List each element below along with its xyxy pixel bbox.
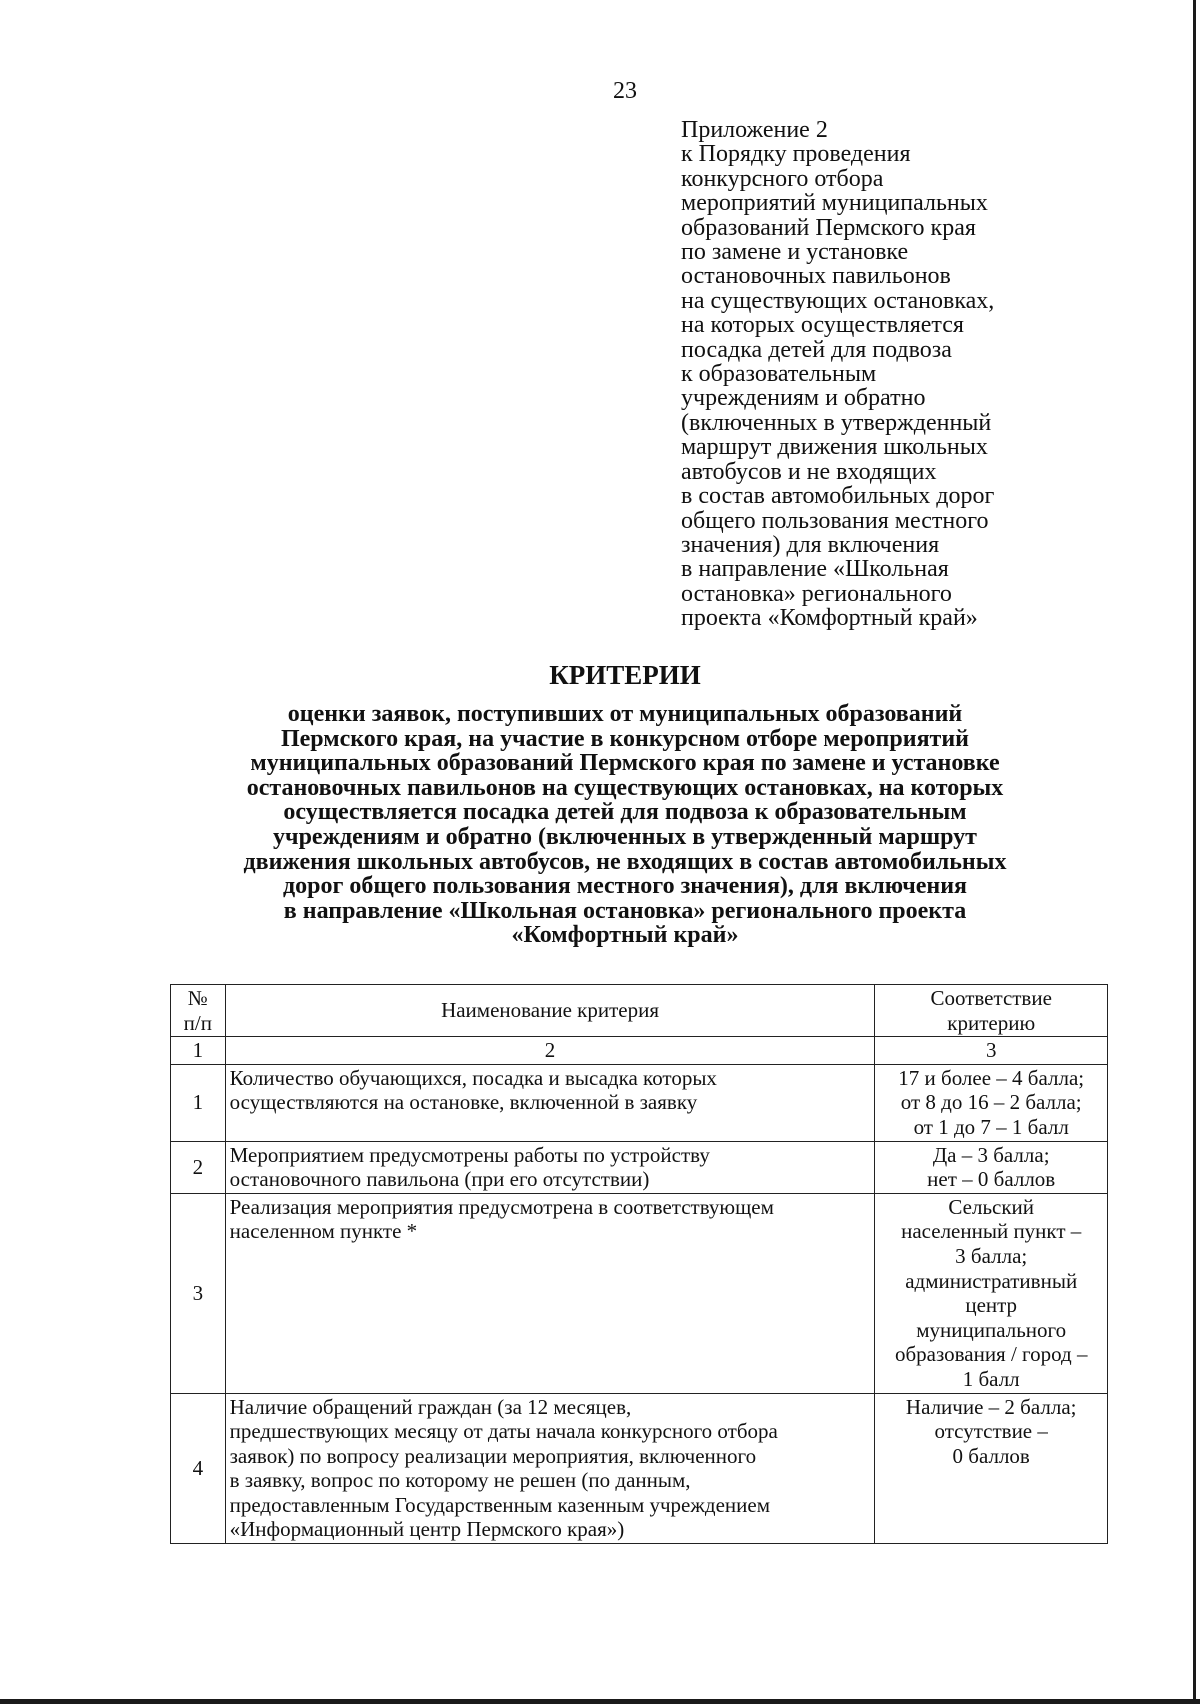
row-num: 3 — [171, 1193, 226, 1393]
appendix-line: к образовательным — [681, 361, 877, 388]
page-number: 23 — [613, 78, 637, 104]
row-num: 4 — [171, 1393, 226, 1544]
criterion-line: Количество обучающихся, посадка и высадка которых — [229, 1065, 717, 1090]
header-name: Наименование критерия — [225, 985, 875, 1037]
table-row — [171, 1064, 1108, 1141]
criterion-line: Мероприятием предусмотрены работы по устройству — [229, 1142, 710, 1167]
score-line: образования / город – — [894, 1342, 1088, 1367]
score-line: населенный пункт – — [901, 1219, 1082, 1244]
appendix-line: общего пользования местного — [681, 507, 989, 534]
appendix-line: Приложение 2 — [681, 117, 828, 143]
column-number: 3 — [875, 1037, 1108, 1065]
row-criterion — [225, 1193, 875, 1393]
score-line: 1 балл — [962, 1366, 1020, 1391]
score-line: 0 баллов — [952, 1443, 1030, 1468]
criterion-line: заявок) по вопросу реализации мероприятия, включенного — [229, 1443, 757, 1468]
criterion-line: Реализация мероприятия предусмотрена в соответствующем — [229, 1194, 774, 1219]
score-line: центр — [965, 1293, 1018, 1318]
appendix-line: значения) для включения — [681, 531, 940, 558]
criteria-table — [170, 984, 1108, 1544]
appendix-line: на которых осуществляется — [681, 312, 964, 339]
appendix-line: проекта «Комфортный край» — [681, 605, 978, 632]
header-num-line: п/п — [183, 1010, 212, 1035]
table-row — [171, 1141, 1108, 1193]
appendix-line: конкурсного отбора — [681, 165, 884, 192]
appendix-line: маршрут движения школьных — [681, 434, 988, 461]
score-line: 3 балла; — [955, 1243, 1028, 1268]
row-criterion — [225, 1141, 875, 1193]
subtitle-line: «Комфортный край» — [511, 922, 739, 949]
document-title: КРИТЕРИИ — [549, 660, 701, 690]
criterion-line: осуществляются на остановке, включенной в заявку — [229, 1090, 698, 1115]
score-line: 17 и более – 4 балла; — [898, 1065, 1085, 1090]
appendix-line: автобусов и не входящих — [681, 458, 937, 485]
document-subtitle — [60, 702, 1190, 948]
appendix-line: остановочных павильонов — [681, 263, 951, 290]
appendix-line: по замене и установке — [681, 239, 909, 266]
score-line: отсутствие – — [934, 1419, 1048, 1444]
subtitle-line: муниципальных образований Пермского края по замене и установке — [250, 750, 1000, 777]
row-num: 1 — [171, 1064, 226, 1141]
appendix-line: к Порядку проведения — [681, 141, 911, 168]
row-score — [875, 1393, 1108, 1544]
subtitle-line: остановочных павильонов на существующих остановках, на которых — [246, 774, 1004, 801]
score-line: Да – 3 балла; — [932, 1142, 1050, 1167]
header-score — [875, 985, 1108, 1037]
appendix-line: остановка» регионального — [681, 580, 952, 607]
appendix-line: (включенных в утвержденный — [681, 409, 992, 436]
criterion-line: «Информационный центр Пермского края») — [229, 1517, 625, 1542]
score-line: Наличие – 2 балла; — [905, 1394, 1077, 1419]
row-score — [875, 1064, 1108, 1141]
header-score-line: Соответствие — [930, 986, 1052, 1010]
scan-edge-bottom — [0, 1699, 1200, 1704]
appendix-line: мероприятий муниципальных — [681, 190, 988, 217]
table-row — [171, 1393, 1108, 1544]
column-number-row — [171, 1037, 1108, 1065]
appendix-line: учреждениям и обратно — [681, 385, 926, 412]
table-row — [171, 1193, 1108, 1393]
subtitle-line: оценки заявок, поступивших от муниципальных образований — [287, 701, 963, 727]
subtitle-line: дорог общего пользования местного значения), для включения — [282, 873, 968, 900]
appendix-line: в направление «Школьная — [681, 556, 949, 583]
subtitle-line: в направление «Школьная остановка» регионального проекта — [283, 897, 967, 924]
row-criterion — [225, 1064, 875, 1141]
score-line: муниципального — [916, 1317, 1067, 1342]
subtitle-line: учреждениям и обратно (включенных в утвержденный маршрут — [273, 823, 977, 850]
criterion-line: населенном пункте * — [229, 1219, 418, 1244]
score-line: от 1 до 7 – 1 балл — [913, 1114, 1069, 1139]
score-line: от 8 до 16 – 2 балла; — [900, 1090, 1082, 1115]
criterion-line: предшествующих месяцу от даты начала конкурсного отбора — [229, 1419, 778, 1444]
score-line: нет – 0 баллов — [927, 1167, 1056, 1192]
criterion-line: в заявку, вопрос по которому не решен (по данным, — [229, 1468, 691, 1493]
score-line: Сельский — [948, 1194, 1035, 1219]
row-score — [875, 1141, 1108, 1193]
criterion-line: предоставленным Государственным казенным учреждением — [229, 1492, 770, 1517]
criterion-line: остановочного павильона (при его отсутствии) — [229, 1167, 650, 1192]
criterion-line: Наличие обращений граждан (за 12 месяцев, — [229, 1394, 632, 1419]
score-line: административный — [905, 1268, 1078, 1293]
subtitle-line: осуществляется посадка детей для подвоза к образовательным — [283, 799, 967, 826]
subtitle-line: движения школьных автобусов, не входящих в состав автомобильных — [243, 848, 1007, 875]
appendix-note — [681, 118, 1101, 631]
column-number: 2 — [225, 1037, 875, 1065]
header-num — [171, 985, 226, 1037]
table-header-row — [171, 985, 1108, 1037]
header-num-line: № — [187, 986, 208, 1010]
appendix-line: на существующих остановках, — [681, 287, 995, 314]
appendix-line: образований Пермского края — [681, 214, 976, 241]
column-number: 1 — [171, 1037, 226, 1065]
row-criterion — [225, 1393, 875, 1544]
row-score — [875, 1193, 1108, 1393]
appendix-line: в состав автомобильных дорог — [681, 483, 995, 510]
header-score-line: критерию — [947, 1010, 1036, 1035]
subtitle-line: Пермского края, на участие в конкурсном отборе мероприятий — [280, 725, 969, 752]
appendix-line: посадка детей для подвоза — [681, 336, 952, 363]
scan-edge-right — [1193, 0, 1196, 1704]
row-num: 2 — [171, 1141, 226, 1193]
